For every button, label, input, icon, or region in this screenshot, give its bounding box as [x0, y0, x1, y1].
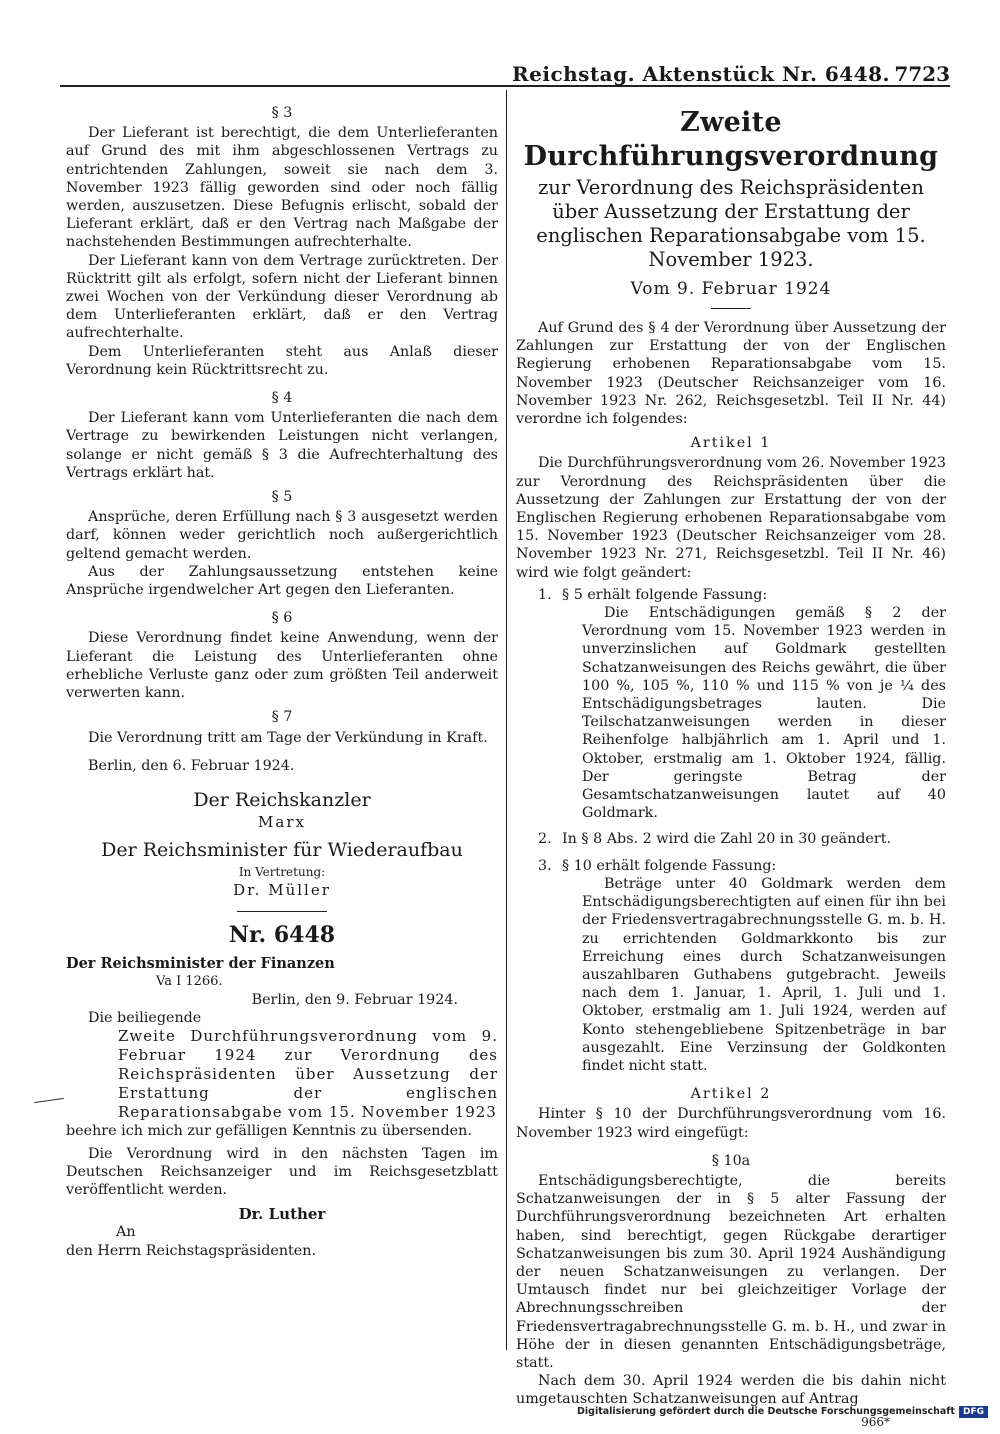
paragraph: Dem Unterlieferanten steht aus Anlaß dieser Verordnung kein Rücktrittsrecht zu.: [66, 343, 498, 378]
title-rule: [711, 308, 751, 309]
margin-pen-stroke: [34, 1098, 64, 1103]
amended-text: Die Entschädigungen gemäß § 2 der Verordnung vom 15. November 1923 werden in unverzinslichen auf Goldmark gestellten Schatzanweisungen des Reichs gewährt, die über 100 %, 105 %, 110 % und 115 % von je ¼ des Entschädigungsbetrages lauten. Die Teilschatzanweisungen werden in dieser Reihenfolge halbjährlich am 1. April und 1. Oktober, erstmalig am 1. Oktober 1924, fällig. Der geringste Betrag der Gesamtschatzanweisungen lautet auf 40 Goldmark.: [582, 605, 946, 822]
column-divider: [506, 90, 507, 1350]
paragraph: Die Verordnung tritt am Tage der Verkündung in Kraft.: [88, 729, 488, 746]
paragraph: Der Lieferant kann vom Unterlieferanten die nach dem Vertrage zu bewirkenden Leistungen nicht verlangen, solange er nicht gemäß § 3 die Aufrechterhaltung des Vertrags erklärt hat.: [66, 410, 498, 481]
list-item: [516, 586, 946, 604]
ordinance-title: Zweite Durchführungsverordnung: [523, 107, 939, 172]
paragraph: Aus der Zahlungsaussetzung entstehen keine Ansprüche irgendwelcher Art gegen den Lieferanten.: [66, 563, 498, 599]
list-text: § 5 erhält folgende Fassung:: [562, 586, 768, 603]
dfg-logo-icon: DFG: [959, 1406, 988, 1418]
section-rule: [237, 911, 327, 912]
right-column: [516, 106, 946, 1431]
paragraph: beehre ich mich zur gefälligen Kenntnis zu übersenden.: [66, 1123, 472, 1140]
addressee-prefix: An: [116, 1224, 136, 1241]
addressee: den Herrn Reichstagspräsidenten.: [66, 1242, 317, 1259]
signer-title: Der Reichsminister für Wiederaufbau: [101, 839, 463, 862]
digitization-footer: [577, 1406, 988, 1418]
signer-title: Der Reichskanzler: [193, 788, 371, 811]
sender: Der Reichsminister der Finanzen: [66, 954, 335, 972]
signer-note: In Vertretung:: [238, 865, 326, 880]
amended-text: Beträge unter 40 Goldmark werden dem Entschädigungsberechtigten auf einen für ihn bei der Friedensvertragabrechnungsstelle G. m. b. H. zu errichtenden Goldmarkkonto bis zur Erreichung eines durch Schatzanweisungen auszahlbaren Guthabens gutgebracht. Jeweils nach dem 1. Januar, 1. April, 1. Juli und 1. Oktober, erstmalig am 1. Juli 1924, werden auf Konto stehengebliebene Spitzenbeträge in bar ausgezahlt. Eine Verzinsung der Goldkonten findet nicht statt.: [582, 875, 946, 1074]
list-item: [516, 857, 946, 875]
paragraph: Ansprüche, deren Erfüllung nach § 3 ausgesetzt werden darf, können weder gerichtlich noch außergerichtlich geltend gemacht werden.: [66, 509, 498, 562]
footer-text: Digitalisierung gefördert durch die Deutsche Forschungsgemeinschaft: [577, 1406, 955, 1417]
letter-signer: Dr. Luther: [238, 1205, 326, 1224]
section-heading: § 4: [271, 390, 293, 407]
ordinance-subtitle: zur Verordnung des Reichspräsidenten über Aussetzung der Erstattung der englischen Reparationsabgabe vom 15. November 1923.: [536, 176, 926, 271]
list-text: § 10 erhält folgende Fassung:: [562, 857, 777, 874]
paragraph: Der Lieferant kann von dem Vertrage zurücktreten. Der Rücktritt gilt als erfolgt, sofern nicht der Lieferant binnen zwei Wochen von der Verkündung dieser Verordnung ab dem Unterlieferanten erklärt, daß er den Vertrag aufrechterhalte.: [66, 252, 498, 342]
place-date: Berlin, den 6. Februar 1924.: [88, 757, 295, 774]
header-title: Reichstag. Aktenstück Nr. 6448.: [512, 62, 890, 86]
paragraph: Die Durchführungsverordnung vom 26. November 1923 zur Verordnung des Reichspräsidenten über die Aussetzung der Zahlungen zur Erstattung der von der Englischen Regierung erhobenen Reparationsabgabe vom 15. November 1923 (Deutscher Reichsanzeiger vom 28. November 1923 Nr. 271, Reichsgesetzbl. Teil II Nr. 46) wird wie folgt geändert:: [516, 455, 946, 581]
enclosure-title: Zweite Durchführungsverordnung vom 9. Februar 1924 zur Verordnung des Reichspräsidenten über Aussetzung der Erstattung der englischen Reparationsabgabe vom 15. November 1923: [118, 1027, 498, 1122]
letter-date: Berlin, den 9. Februar 1924.: [251, 991, 458, 1008]
paragraph: Die Verordnung wird in den nächsten Tagen im Deutschen Reichsanzeiger und im Reichsgesetzblatt veröffentlicht werden.: [66, 1145, 498, 1198]
paragraph: Nach dem 30. April 1924 werden die bis dahin nicht umgetauschten Schatzanweisungen auf Antrag: [516, 1373, 946, 1408]
printer-signature: 966*: [861, 1414, 890, 1429]
preamble: Auf Grund des § 4 der Verordnung über Aussetzung der Zahlungen zur Erstattung der von der Englischen Regierung erhobenen Reparationsabgabe vom 15. November 1923 (Deutscher Reichsanzeiger vom 16. November 1923 Nr. 262, Reichsgesetzbl. Teil II Nr. 44) verordne ich folgendes:: [516, 320, 946, 428]
list-number: 2.: [538, 831, 552, 848]
header-rule: [60, 85, 950, 87]
page-number: 7723: [894, 62, 950, 86]
list-number: 1.: [538, 586, 552, 603]
letter-intro: Die beiliegende: [88, 1010, 202, 1027]
section-heading: § 5: [271, 489, 293, 506]
section-heading: § 7: [271, 709, 293, 726]
paragraph: Diese Verordnung findet keine Anwendung, wenn der Lieferant die Leistung des Unterlieferanten ohne erhebliche Verluste ganz oder zum größten Teil anderweit verwerten kann.: [66, 630, 498, 702]
file-reference: Va I 1266.: [156, 973, 223, 989]
left-column: [66, 98, 498, 1260]
ordinance-date: Vom 9. Februar 1924: [630, 279, 832, 299]
section-heading: § 3: [271, 105, 293, 121]
list-number: 3.: [538, 857, 552, 874]
document-number-heading: Nr. 6448: [228, 922, 336, 949]
page-header: [60, 56, 950, 86]
list-text: In § 8 Abs. 2 wird die Zahl 20 in 30 geändert.: [562, 831, 892, 848]
signer-name: Marx: [258, 812, 306, 831]
signer-name: Dr. Müller: [233, 881, 331, 900]
section-heading: § 10a: [711, 1152, 751, 1169]
paragraph: Entschädigungsberechtigte, die bereits Schatzanweisungen der in § 5 alter Fassung der Durchführungsverordnung bezeichneten Art erhalten haben, sind berechtigt, gegen Rückgabe derartiger Schatzanweisungen bis zum 30. April 1924 Aushändigung der neuen Schatzanweisungen zu verlangen. Der Umtausch findet nur bei gleichzeitiger Vorlage der Abrechnungsschreiben der Friedensvertragabrechnungsstelle G. m. b. H., und zwar in Höhe der in diesen genannten Entschädigungsbeträge, statt.: [516, 1172, 946, 1371]
section-heading: § 6: [271, 610, 293, 627]
article-heading: Artikel 2: [690, 1086, 772, 1103]
list-item: [516, 830, 946, 848]
article-heading: Artikel 1: [690, 435, 772, 452]
paragraph: Der Lieferant ist berechtigt, die dem Unterlieferanten auf Grund des mit ihm abgeschlossenen Vertrags zu entrichtenden Zahlungen, soweit sie nach dem 3. November 1923 fällig geworden sind oder noch fällig werden, auszusetzen. Diese Befugnis erlischt, sobald der Lieferant erklärt, daß er den Vertrag nach Maßgabe der nachstehenden Bestimmungen aufrechterhalte.: [66, 125, 498, 251]
paragraph: Hinter § 10 der Durchführungsverordnung vom 16. November 1923 wird eingefügt:: [516, 1106, 946, 1141]
